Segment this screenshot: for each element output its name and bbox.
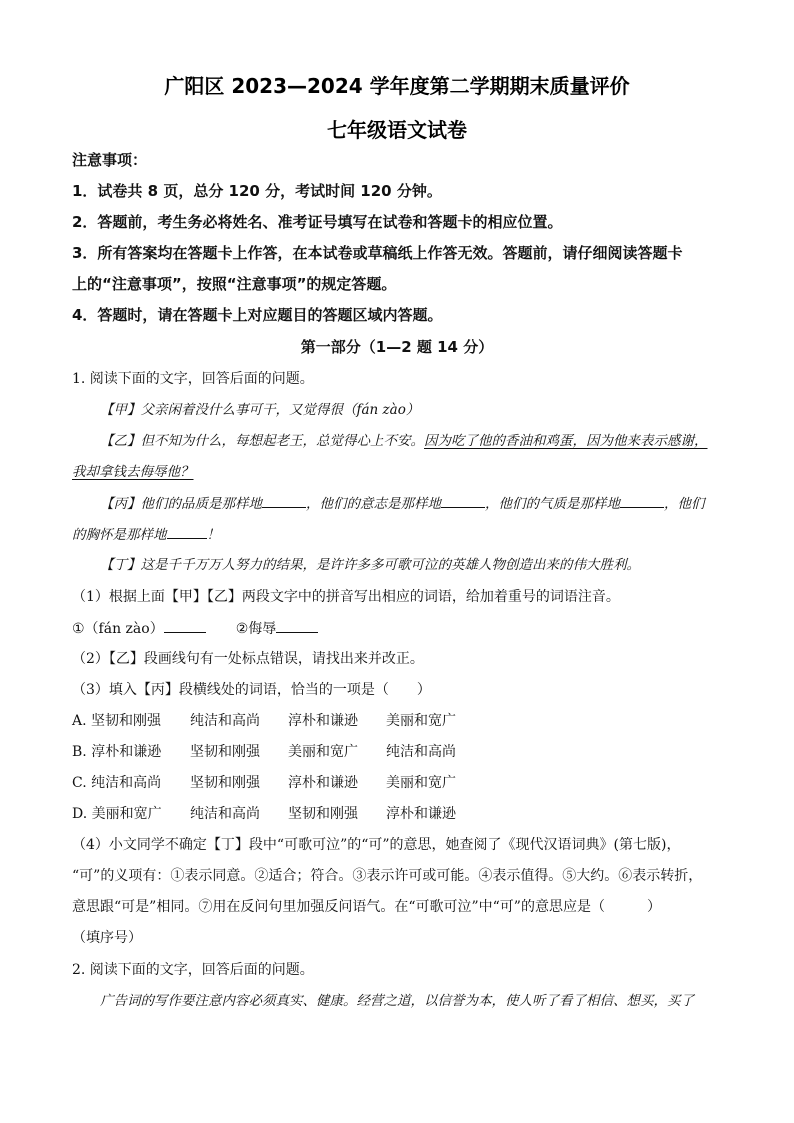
exam-subtitle: 七年级语文试卷 [327, 118, 467, 142]
passage-bing-text: ，他们 [664, 496, 705, 512]
option-text: D. 美丽和宽广 [72, 806, 162, 822]
option-text: C. 纯洁和高尚 [72, 775, 162, 791]
question-1-stem: 1. 阅读下面的文字，回答后面的问题。 [72, 371, 314, 387]
sub-question-4-cont: 意思跟“可是”相同。⑦用在反问句里加强反问语气。在“可歌可泣”中“可”的意思应是（ ） [72, 899, 661, 915]
sub-question-2: （2）【乙】段画线句有一处标点错误，请找出来并改正。 [72, 651, 424, 667]
passage-bing [100, 493, 740, 514]
passage-yi [100, 431, 740, 451]
passage-bing-text: 【丙】他们的品质是那样地 [100, 496, 262, 512]
question-2-stem: 2. 阅读下面的文字，回答后面的问题。 [72, 962, 314, 978]
sub-question-3: （3）填入【丙】段横线处的词语，恰当的一项是（ ） [72, 682, 431, 698]
part-heading: 第一部分（1—2 题 14 分） [300, 338, 494, 356]
answer-blank[interactable] [262, 493, 306, 508]
notice-item: 3．所有答案均在答题卡上作答，在本试卷或草稿纸上作答无效。答题前，请仔细阅读答题卡 [72, 244, 683, 262]
option-text: 纯洁和高尚 [190, 806, 260, 822]
option-text: 纯洁和高尚 [190, 713, 260, 729]
passage-bing-cont [72, 524, 732, 545]
blank-label: ①（fán zào） [72, 621, 164, 637]
option-text: 淳朴和谦逊 [386, 806, 456, 822]
sub-question-4-cont: “可”的义项有：①表示同意。②适合；符合。③表示许可或可能。④表示值得。⑤大约。⑥表示转折， [72, 868, 703, 884]
sub-question-1-blanks [72, 618, 732, 639]
passage-bing-text: ，他们的气质是那样地 [485, 496, 620, 512]
sub-question-4: （4）小文同学不确定【丁】段中“可歌可泣”的“可”的意思，她查阅了《现代汉语词典》(第七版)， [72, 837, 681, 853]
option-text: B. 淳朴和谦逊 [72, 744, 162, 760]
passage-ad: 广告词的写作要注意内容必须真实、健康。经营之道，以信誉为本，使人听了看了相信、想买，买了 [100, 993, 694, 1009]
option-b[interactable] [72, 742, 732, 762]
option-text: 美丽和宽广 [288, 744, 358, 760]
notice-heading: 注意事项： [72, 151, 148, 169]
answer-blank[interactable] [441, 493, 485, 508]
passage-jia: 【甲】父亲闲着没什么事可干，又觉得很（fán zào） [100, 402, 420, 418]
answer-blank[interactable] [276, 618, 318, 633]
option-text: 淳朴和谦逊 [288, 775, 358, 791]
passage-bing-text: ，他们的意志是那样地 [306, 496, 441, 512]
option-text: 纯洁和高尚 [386, 744, 456, 760]
passage-bing-text: ！ [206, 527, 220, 543]
answer-blank[interactable] [164, 618, 206, 633]
sub-question-4-cont: （填序号） [72, 930, 142, 946]
option-a[interactable] [72, 711, 732, 731]
passage-ding: 【丁】这是千千万万人努力的结果，是许许多多可歌可泣的英雄人物创造出来的伟大胜利。 [100, 557, 640, 573]
option-text: 坚韧和刚强 [190, 744, 260, 760]
option-text: 美丽和宽广 [386, 713, 456, 729]
sub-question-1: （1）根据上面【甲】【乙】两段文字中的拼音写出相应的词语，给加着重号的词语注音。 [72, 589, 620, 605]
option-d[interactable] [72, 804, 732, 824]
passage-yi-cont [72, 462, 732, 482]
notice-item: 1．试卷共 8 页，总分 120 分，考试时间 120 分钟。 [72, 182, 442, 200]
answer-blank[interactable] [620, 493, 664, 508]
blank-label: ②侮辱 [235, 621, 277, 637]
option-text: 美丽和宽广 [386, 775, 456, 791]
option-text: 坚韧和刚强 [190, 775, 260, 791]
option-text: A. 坚韧和刚强 [72, 713, 162, 729]
underlined-sentence: 因为吃了他的香油和鸡蛋，因为他来表示感谢， [424, 433, 708, 449]
notice-item: 4．答题时，请在答题卡上对应题目的答题区域内答题。 [72, 306, 443, 324]
passage-bing-text: 的胸怀是那样地 [72, 527, 167, 543]
option-text: 坚韧和刚强 [288, 806, 358, 822]
option-c[interactable] [72, 773, 732, 793]
notice-item: 上的“注意事项”，按照“注意事项”的规定答题。 [72, 275, 397, 293]
option-text: 淳朴和谦逊 [288, 713, 358, 729]
notice-item: 2．答题前，考生务必将姓名、准考证号填写在试卷和答题卡的相应位置。 [72, 213, 563, 231]
answer-blank[interactable] [167, 524, 207, 539]
exam-title: 广阳区 2023—2024 学年度第二学期期末质量评价 [164, 74, 630, 98]
passage-yi-text: 【乙】但不知为什么，每想起老王，总觉得心上不安。 [100, 433, 424, 449]
underlined-sentence-cont: 我却拿钱去侮辱他？ [72, 464, 194, 480]
